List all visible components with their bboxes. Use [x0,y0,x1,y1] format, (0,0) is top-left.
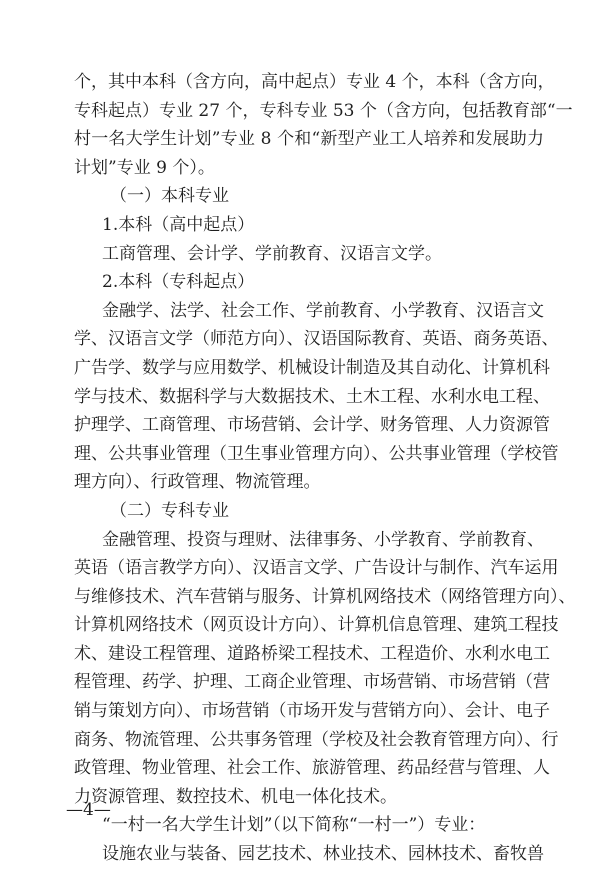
text-line: 政管理、物业管理、社会工作、旅游管理、药品经营与管理、人 [74,758,550,779]
text-line: 销与策划方向）、市场营销（市场开发与营销方向）、会计、电子 [74,701,550,722]
text-line: 程管理、药学、护理、工商企业管理、市场营销、市场营销（营 [74,672,550,693]
text-line: 学、汉语言文学（师范方向）、汉语国际教育、英语、商务英语、 [74,329,559,350]
text-line: 与维修技术、汽车营销与服务、计算机网络技术（网络管理方向）、 [74,586,576,607]
text-line: 设施农业与装备、园艺技术、林业技术、园林技术、畜牧兽 [102,844,544,865]
text-line: 广告学、数学与应用数学、机械设计制造及其自动化、计算机科 [74,357,550,378]
text-line: 理方向）、行政管理、物流管理。 [74,472,321,493]
text-line: 学与技术、数据科学与大数据技术、土木工程、水利水电工程、 [74,386,550,407]
text-line: （二）专科专业 [110,500,229,521]
text-line: 2.本科（专科起点） [102,272,255,293]
text-line: 金融管理、投资与理财、法律事务、小学教育、学前教育、 [102,529,544,550]
text-line: 术、建设工程管理、道路桥梁工程技术、工程造价、水利水电工 [74,643,550,664]
text-line: “一村一名大学生计划”（以下简称“一村一”）专业： [102,815,486,836]
text-line: 商务、物流管理、公共事务管理（学校及社会教育管理方向）、行 [74,729,559,750]
text-line: 理、公共事业管理（卫生事业管理方向）、公共事业管理（学校管 [74,443,559,464]
text-line: 计算机网络技术（网页设计方向）、计算机信息管理、建筑工程技 [74,615,559,636]
text-line: 计划”专业 9 个）。 [74,157,215,178]
text-line: 力资源管理、数控技术、机电一体化技术。 [74,786,397,807]
text-line: 英语（语言教学方向）、汉语言文学、广告设计与制作、汽车运用 [74,558,559,579]
page-number: —4— [66,800,111,820]
text-line: （一）本科专业 [110,186,229,207]
document-body [74,68,576,869]
text-line: 村一名大学生计划”专业 8 个和“新型产业工人培养和发展助力 [74,129,544,150]
text-line: 工商管理、会计学、学前教育、汉语言文学。 [102,243,442,264]
text-line: 金融学、法学、社会工作、学前教育、小学教育、汉语言文 [102,300,544,321]
text-line: 专科起点）专业 27 个，专科专业 53 个（含方向，包括教育部“一 [74,100,573,121]
text-line: 护理学、工商管理、市场营销、会计学、财务管理、人力资源管 [74,415,550,436]
text-line: 个，其中本科（含方向，高中起点）专业 4 个，本科（含方向， [74,72,555,92]
text-line: 1.本科（高中起点） [102,214,255,235]
